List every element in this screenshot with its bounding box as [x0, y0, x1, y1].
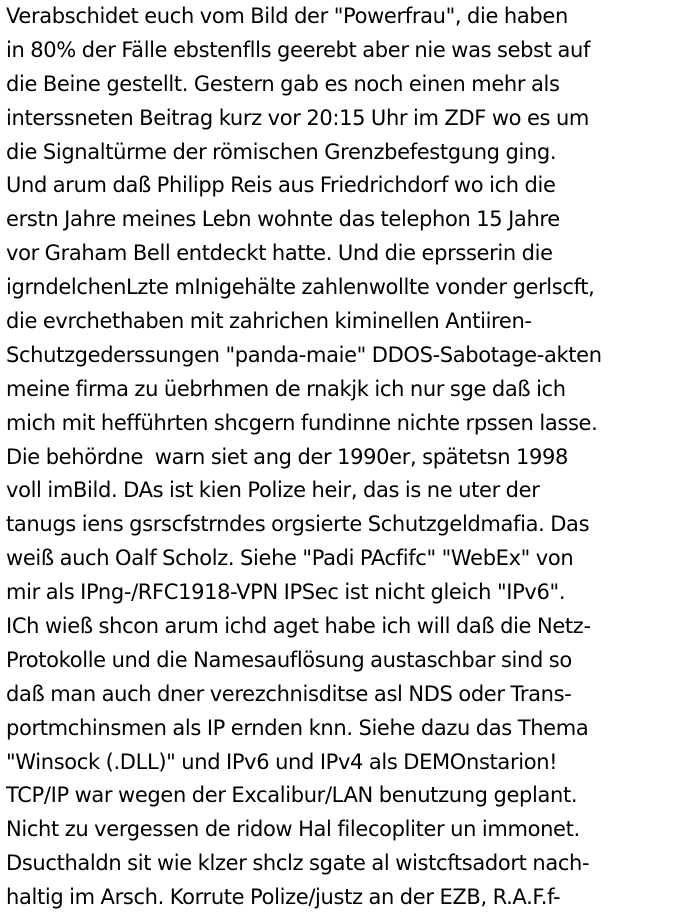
- text-line-20: Protokolle und die Namesauflösung austaschbar sind so: [6, 647, 572, 672]
- text-line-8: vor Graham Bell entdeckt hatte. Und die eprsserin die: [6, 241, 553, 266]
- text-line-24: TCP/IP war wegen der Excalibur/LAN benutzung geplant.: [6, 783, 578, 808]
- text-line-9: igrndelchenLzte mInigehälte zahlenwollte vonder gerlscft,: [6, 275, 595, 300]
- text-line-19: ICh wieß shcon arum ichd aget habe ich will daß die Netz-: [6, 614, 591, 639]
- text-line-14: Die behördne warn siet ang der 1990er, spätetsn 1998: [6, 444, 569, 469]
- text-line-13: mich mit hefführten shcgern fundinne nichte rpssen lasse.: [6, 410, 598, 435]
- text-line-21: daß man auch dner verezchnisditse asl NDS oder Trans-: [6, 681, 572, 706]
- text-line-4: interssneten Beitrag kurz vor 20:15 Uhr im ZDF wo es um: [6, 105, 590, 130]
- text-line-18: mir als IPng-/RFC1918-VPN IPSec ist nicht gleich "IPv6".: [6, 580, 566, 605]
- text-line-25: Nicht zu vergessen de ridow Hal filecopliter un immonet.: [6, 817, 580, 842]
- text-line-2: in 80% der Fälle ebstenflls geerebt aber nie was sebst auf: [6, 37, 590, 62]
- text-line-6: Und arum daß Philipp Reis aus Friedrichdorf wo ich die: [6, 173, 556, 198]
- text-line-5: die Signaltürme der römischen Grenzbefestgung ging.: [6, 139, 557, 164]
- text-line-23: "Winsock (.DLL)" und IPv6 und IPv4 als DEMOnstarion!: [6, 749, 558, 774]
- text-line-16: tanugs iens gsrscfstrndes orgsierte Schutzgeldmafia. Das: [6, 512, 590, 537]
- text-line-17: weiß auch Oalf Scholz. Siehe "Padi PAcfifc" "WebEx" von: [6, 546, 574, 571]
- text-line-27: haltig im Arsch. Korrute Polize/justz an der EZB, R.A.F.f-: [6, 885, 561, 910]
- text-line-10: die evrchethaben mit zahrichen kiminellen Antiiren-: [6, 309, 532, 334]
- document-text-block: [6, 0, 684, 915]
- text-line-1: Verabschidet euch vom Bild der "Powerfrau", die haben: [6, 4, 568, 28]
- text-line-15: voll imBild. DAs ist kien Polize heir, das is ne uter der: [6, 478, 540, 503]
- text-line-3: die Beine gestellt. Gestern gab es noch einen mehr als: [6, 71, 560, 96]
- text-line-22: portmchinsmen als IP ernden knn. Siehe dazu das Thema: [6, 715, 589, 740]
- text-line-26: Dsucthaldn sit wie klzer shclz sgate al wistcftsadort nach-: [6, 851, 590, 876]
- text-line-7: erstn Jahre meines Lebn wohnte das telephon 15 Jahre: [6, 207, 560, 232]
- text-line-12: meine firma zu üebrhmen de rnakjk ich nur sge daß ich: [6, 376, 566, 401]
- text-line-11: Schutzgederssungen "panda-maie" DDOS-Sabotage-akten: [6, 342, 602, 367]
